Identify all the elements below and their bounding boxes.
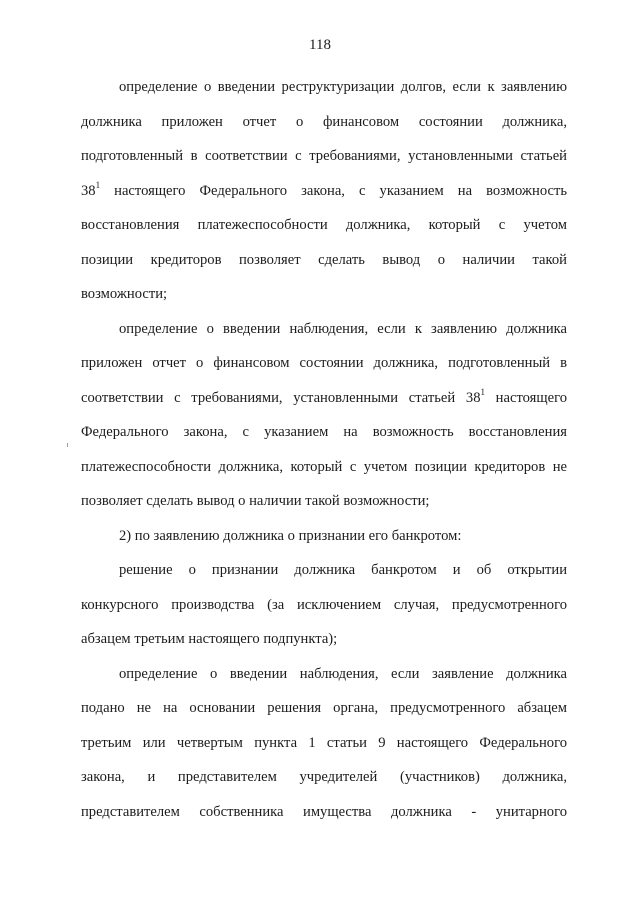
superscript: 1 (480, 386, 485, 397)
text-line: возможности; (81, 286, 168, 302)
text-line: закона, и представителем учредителей (участников) должника, (81, 769, 567, 785)
text-line: конкурсного производства (за исключением случая, предусмотренного (81, 596, 567, 613)
text-line: подано не на основании решения органа, предусмотренного абзацем (81, 700, 567, 716)
text-line: 2) по заявлению должника о признании его банкротом: (119, 527, 462, 544)
superscript: 1 (95, 179, 101, 190)
scan-mark (67, 443, 68, 447)
text-fragment: соответствии с требованиями, установленными статьей 38 (81, 389, 481, 406)
text-line: позволяет сделать вывод о наличии такой возможности; (81, 493, 430, 509)
text-line: представителем собственника имущества должника - унитарного (81, 803, 567, 820)
text-line: определение о введении наблюдения, если заявление должника (119, 665, 567, 682)
text-line: решение о признании должника банкротом и об открытии (119, 562, 567, 578)
text-line: определение о введении реструктуризации долгов, если к заявлению (119, 79, 567, 95)
text-line: определение о введении наблюдения, если к заявлению должника (119, 320, 567, 337)
text-line: должника приложен отчет о финансовом состоянии должника, (81, 113, 567, 130)
paragraph-bankruptcy-decision (81, 553, 567, 657)
text-line: Федерального закона, с указанием на возможность восстановления (81, 424, 567, 440)
text-line: подготовленный в соответствии с требованиями, установленными статьей (81, 148, 567, 164)
text-line: абзацем третьим настоящего подпункта); (81, 631, 338, 647)
paragraph-restructuring (81, 70, 567, 312)
text-fragment: настоящего Федерального закона, с указанием на возможность (100, 182, 567, 199)
page-number: 118 (309, 37, 331, 53)
text-fragment: настоящего (485, 389, 567, 406)
text-line: третьим или четвертым пункта 1 статьи 9 настоящего Федерального (81, 734, 567, 751)
paragraph-observation-2 (81, 657, 567, 830)
text-line (81, 381, 567, 416)
paragraph-subitem-2 (81, 519, 567, 554)
text-line: приложен отчет о финансовом состоянии должника, подготовленный в (81, 355, 567, 371)
text-line: восстановления платежеспособности должника, который с учетом (81, 217, 567, 233)
text-line: позиции кредиторов позволяет сделать вывод о наличии такой (81, 251, 567, 268)
paragraph-observation (81, 312, 567, 519)
text-fragment: 38 (81, 182, 96, 199)
document-body (81, 70, 567, 829)
text-line (81, 174, 567, 209)
text-line: платежеспособности должника, который с учетом позиции кредиторов не (81, 458, 567, 475)
